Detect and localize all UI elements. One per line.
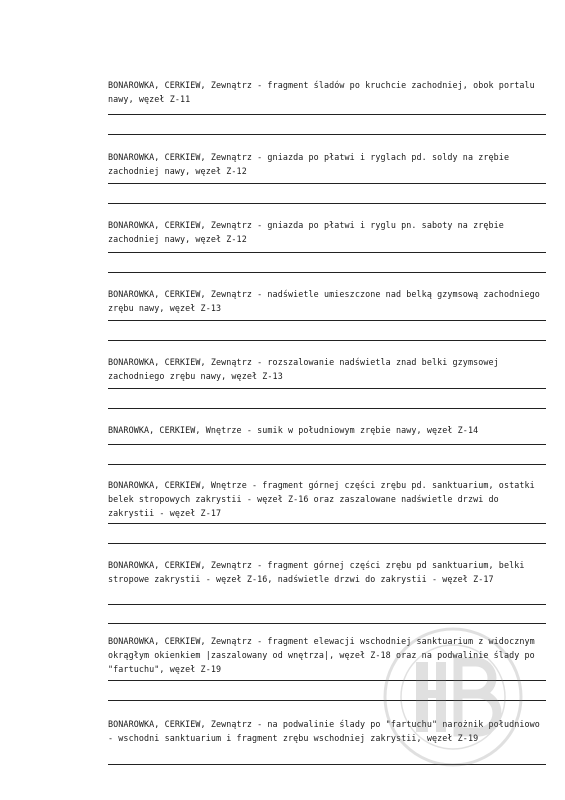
ruled-line	[108, 252, 546, 253]
caption-entry-10: BONAROWKA, CERKIEW, Zewnątrz - na podwalinie ślady po "fartuchu" narożnik południowo - wschodni sanktuarium i fragment zrębu wschodniej zakrystii, węzeł Z-19	[108, 719, 546, 743]
ruled-line	[108, 388, 546, 389]
caption-entry-5: BONAROWKA, CERKIEW, Zewnątrz - rozszalowanie nadświetla znad belki gzymsowej zachodniego zrębu nawy, węzeł Z-13	[108, 357, 504, 381]
ruled-line	[108, 523, 546, 524]
caption-entry-9: BONAROWKA, CERKIEW, Zewnątrz - fragment elewacji wschodniej sanktuarium z widocznym okrągłym okienkiem |zaszalowany od wnętrza|, węzeł Z-18 oraz na podwalinie ślady po "fartuchu", węzeł Z-19	[108, 636, 540, 674]
caption-entry-3: BONAROWKA, CERKIEW, Zewnątrz - gniazda po płatwi i ryglu pn. saboty na zrębie zachodniej nawy, węzeł Z-12	[108, 220, 510, 244]
caption-entry-7: BONAROWKA, CERKIEW, Wnętrze - fragment górnej części zrębu pd. sanktuarium, ostatki belek stropowych zakrystii - węzeł Z-16 oraz zaszalowane nadświetle drzwi do zakrystii - węzeł Z-17	[108, 480, 540, 518]
caption-entry-8: BONAROWKA, CERKIEW, Zewnątrz - fragment górnej części zrębu pd sanktuarium, belki stropowe zakrystii - węzeł Z-16, nadświetle drzwi do zakrystii - węzeł Z-17	[108, 560, 530, 584]
archive-stamp-watermark	[378, 622, 528, 772]
ruled-line	[108, 183, 546, 184]
ruled-line	[108, 408, 546, 409]
ruled-line	[108, 340, 546, 341]
caption-entry-2: BONAROWKA, CERKIEW, Zewnątrz - gniazda po płatwi i ryglach pd. soldy na zrębie zachodniej nawy, węzeł Z-12	[108, 152, 515, 176]
ruled-line	[108, 444, 546, 445]
ruled-line	[108, 320, 546, 321]
ruled-line	[108, 114, 546, 115]
ruled-line	[108, 203, 546, 204]
ruled-line	[108, 604, 546, 605]
ruled-line	[108, 543, 546, 544]
ruled-line	[108, 464, 546, 465]
caption-entry-6: BNAROWKA, CERKIEW, Wnętrze - sumik w południowym zrębie nawy, węzeł Z-14	[108, 425, 479, 435]
ruled-line	[108, 134, 546, 135]
caption-entry-4: BONAROWKA, CERKIEW, Zewnątrz - nadświetle umieszczone nad belką gzymsową zachodniego zrębu nawy, węzeł Z-13	[108, 289, 546, 313]
ruled-line	[108, 272, 546, 273]
caption-entry-1: BONAROWKA, CERKIEW, Zewnątrz - fragment śladów po kruchcie zachodniej, obok portalu nawy, węzeł Z-11	[108, 80, 540, 104]
